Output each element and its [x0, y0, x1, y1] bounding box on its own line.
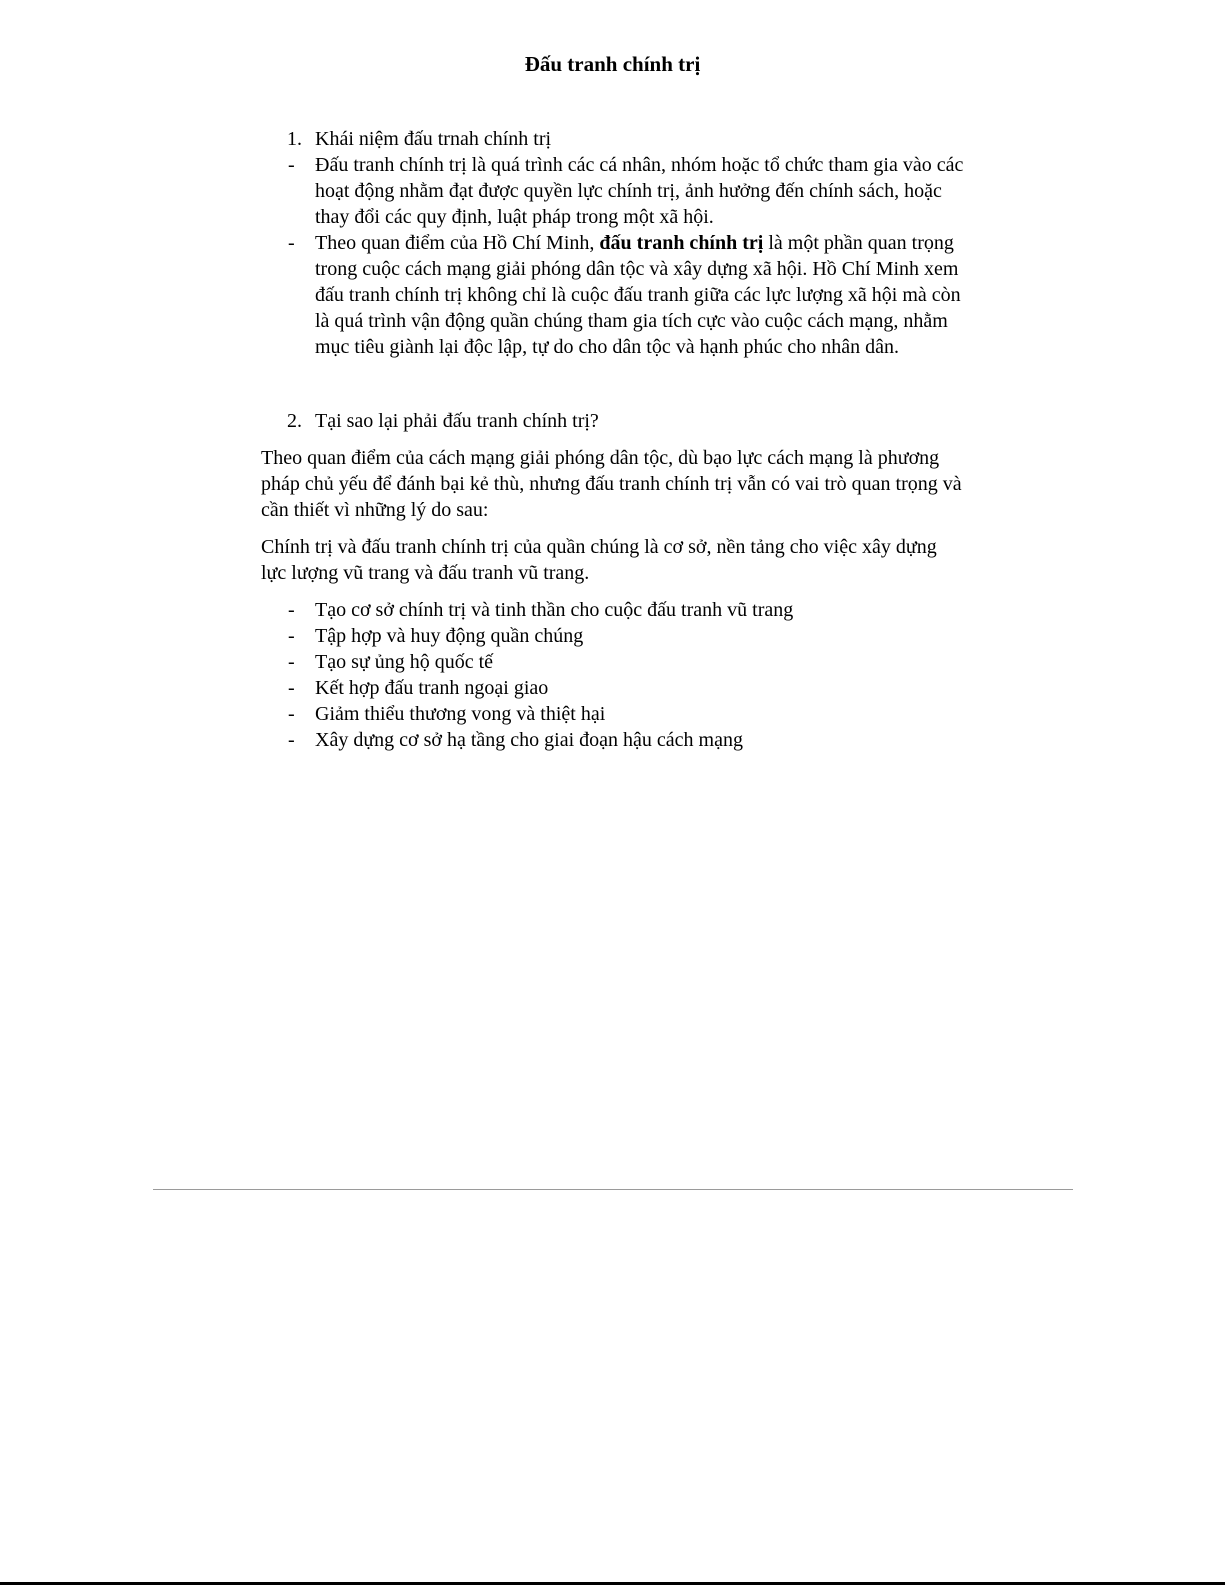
section1-bullet-2-prefix: Theo quan điểm của Hồ Chí Minh, [315, 232, 600, 254]
section2-heading-text: Tại sao lại phải đấu tranh chính trị? [315, 410, 599, 432]
list-item [261, 675, 966, 701]
section1-number: 1. [287, 128, 302, 150]
page-title: Đấu tranh chính trị [524, 52, 701, 76]
list-item-text: Xây dựng cơ sở hạ tầng cho giai đoạn hậu cách mạng [315, 729, 743, 751]
list-item-text: Tạo cơ sở chính trị và tinh thần cho cuộc đấu tranh vũ trang [315, 599, 794, 621]
bullet-marker: - [288, 703, 295, 725]
list-item [261, 597, 966, 623]
document-body [261, 126, 966, 753]
section1-bullet-2 [261, 230, 966, 360]
section2-paragraph-1: Theo quan điểm của cách mạng giải phóng dân tộc, dù bạo lực cách mạng là phương pháp chủ yếu để đánh bại kẻ thù, nhưng đấu tranh chính trị vẫn có vai trò quan trọng và cần thiết vì những lý do sau: [261, 447, 962, 521]
list-item-text: Tạo sự ủng hộ quốc tế [315, 651, 494, 673]
section1-bullet-1 [261, 152, 966, 230]
section1-heading [261, 126, 966, 152]
list-item [261, 727, 966, 753]
section1-bullet-1-text: Đấu tranh chính trị là quá trình các cá nhân, nhóm hoặc tổ chức tham gia vào các hoạt động nhằm đạt được quyền lực chính trị, ảnh hưởng đến chính sách, hoặc thay đổi các quy định, luật pháp trong một xã hội. [315, 154, 964, 228]
section1-bullet-2-bold: đấu tranh chính trị [599, 232, 764, 254]
list-item [261, 701, 966, 727]
section2-paragraph-2: Chính trị và đấu tranh chính trị của quần chúng là cơ sở, nền tảng cho việc xây dựng lực lượng vũ trang và đấu tranh vũ trang. [261, 536, 937, 584]
section2-bullet-list [261, 597, 966, 753]
section1-heading-text: Khái niệm đấu trnah chính trị [315, 128, 552, 150]
footer-divider [153, 1189, 1073, 1190]
bullet-marker: - [288, 154, 295, 176]
bullet-marker: - [288, 599, 295, 621]
bullet-marker: - [288, 677, 295, 699]
section2-heading [261, 408, 966, 434]
bullet-marker: - [288, 625, 295, 647]
bullet-marker: - [288, 729, 295, 751]
section1-bullet-2-suffix: là một phần quan trọng trong cuộc cách mạng giải phóng dân tộc và xây dựng xã hội. Hồ Chí Minh xem đấu tranh chính trị không chỉ là cuộc đấu tranh giữa các lực lượng xã hội mà còn là quá trình vận động quần chúng tham gia tích cực vào cuộc cách mạng, nhằm mục tiêu giành lại độc lập, tự do cho dân tộc và hạnh phúc cho nhân dân. [315, 232, 961, 358]
list-item [261, 649, 966, 675]
list-item-text: Kết hợp đấu tranh ngoại giao [315, 677, 549, 699]
section2-number: 2. [287, 410, 302, 432]
bullet-marker: - [288, 232, 295, 254]
list-item-text: Tập hợp và huy động quần chúng [315, 625, 584, 647]
list-item [261, 623, 966, 649]
bullet-marker: - [288, 651, 295, 673]
list-item-text: Giảm thiểu thương vong và thiệt hại [315, 703, 606, 725]
